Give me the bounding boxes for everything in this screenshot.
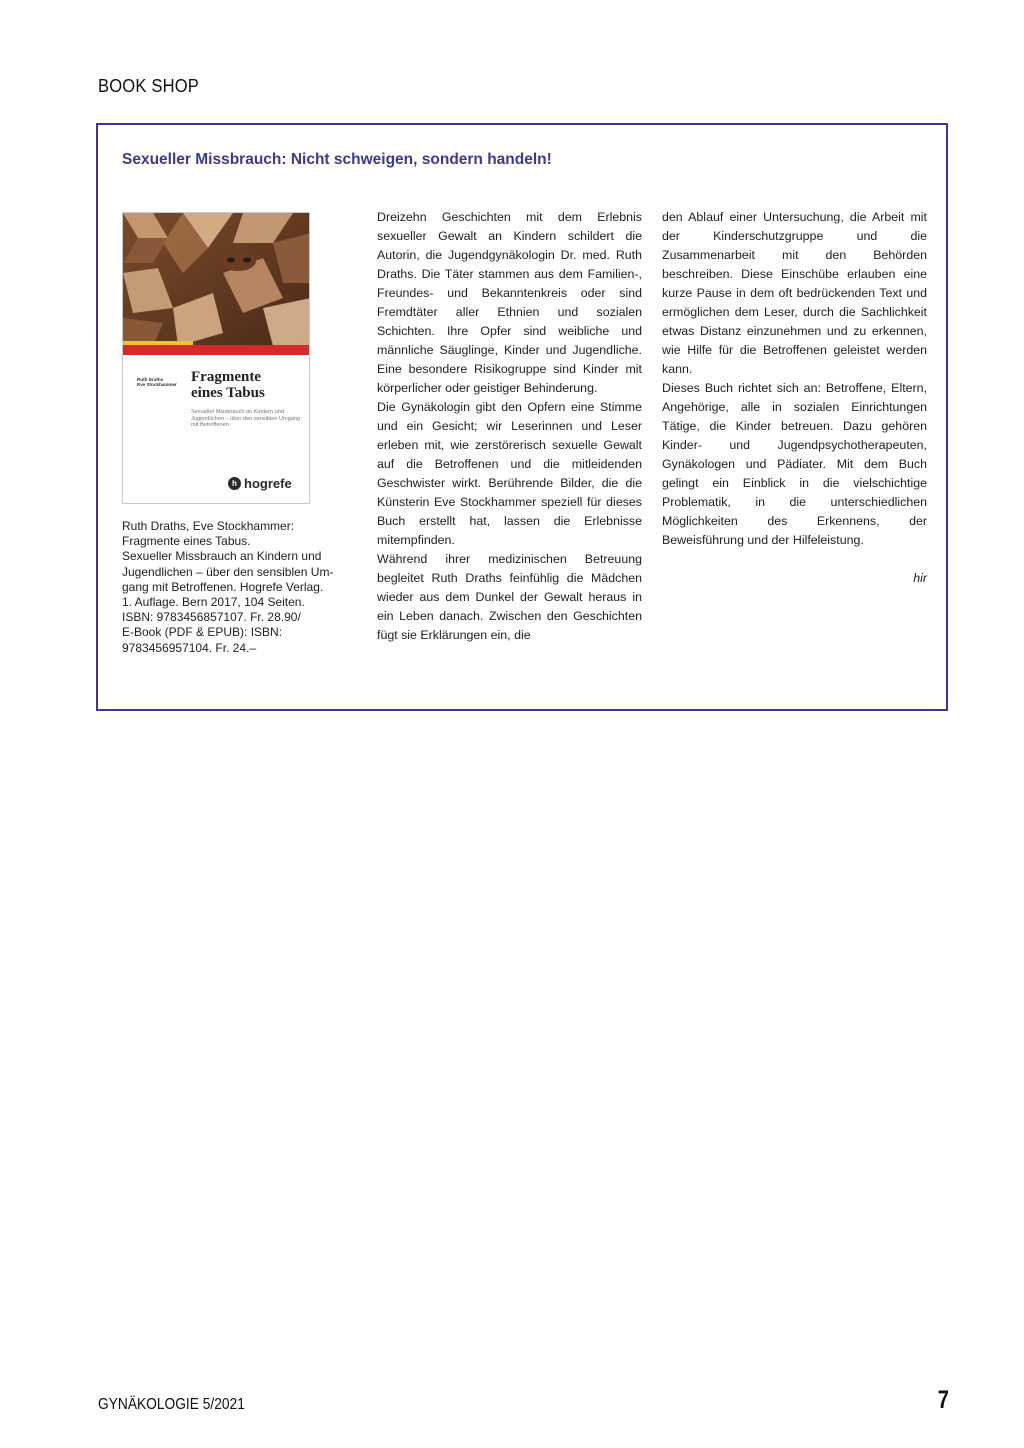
hogrefe-logo-icon: h: [228, 477, 241, 490]
cover-author: Ruth Draths: [137, 377, 164, 382]
caption-line: Fragmente eines Tabus.: [122, 534, 251, 549]
paragraph: Dieses Buch richtet sich an: Betroffene, Eltern, Angehörige, alle in sozialen Einrichtungen Tätige, die Kinder betreuen. Dazu gehören Kinder- und Jugendpsychotherapeuten, Gynäkologen und Pädiater. Mit dem Buch gelingt ein Einblick in die vielschichtige Problematik, in die unterschiedlichen Möglichkeiten des Erkennens, der Beweisführung und der Hilfeleistung.: [662, 381, 927, 547]
section-label: BOOK SHOP: [98, 76, 200, 96]
caption-line: ISBN: 9783456857107. Fr. 28.90/: [122, 610, 301, 625]
cover-authors: [137, 377, 191, 388]
cover-title: [191, 369, 306, 401]
cover-subtitle: Sexueller Missbrauch an Kindern und Jugendlichen – über den sensiblen Umgang mit Betroffenen: [191, 409, 301, 428]
caption-line: Sexueller Missbrauch an Kindern und: [122, 549, 322, 564]
text-column-2: [662, 208, 927, 588]
caption-line: gang mit Betroffenen. Hogrefe Verlag.: [122, 579, 324, 594]
book-caption: [122, 519, 358, 656]
paragraph: Während ihrer medizinischen Betreuung begleitet Ruth Draths feinfühlig die Mädchen wieder aus dem Dunkel der Gewalt heraus in ein Leben danach. Zwischen den Geschichten fügt sie Erklärungen ein, die: [377, 552, 642, 642]
journal-issue: GYNÄKOLOGIE 5/2021: [98, 1396, 245, 1413]
article-headline: Sexueller Missbrauch: Nicht schweigen, sondern handeln!: [122, 151, 552, 168]
cover-title-line: eines Tabus: [191, 385, 265, 401]
caption-line: Jugendlichen – über den sensiblen Um-: [122, 564, 334, 579]
cover-artwork: [123, 213, 310, 504]
caption-line: 9783456957104. Fr. 24.–: [122, 640, 257, 655]
cover-title-line: Fragmente: [191, 369, 261, 385]
text-column-1: [377, 208, 642, 645]
paragraph: den Ablauf einer Untersuchung, die Arbeit mit der Kinderschutzgruppe und die Zusammenarbeit mit den Behörden beschreiben. Diese Einschübe erlauben eine kurze Pause in dem oft bedrückenden Text und ermöglichen dem Leser, durch die Sachlichkeit etwas Distanz einzunehmen und zu erkennen, wie Hilfe für die Betroffenen geleistet werden kann.: [662, 210, 927, 376]
caption-line: E-Book (PDF & EPUB): ISBN:: [122, 625, 283, 640]
caption-line: 1. Auflage. Bern 2017, 104 Seiten.: [122, 595, 305, 610]
publisher-name: hogrefe: [244, 475, 292, 491]
paragraph: Dreizehn Geschichten mit dem Erlebnis sexueller Gewalt an Kindern schildert die Autorin, die Jugendgynäkologin Dr. med. Ruth Draths. Die Täter stammen aus dem Familien-, Freundes- und Bekanntenkreis oder sind Fremdtäter aller Ethnien und sozialen Schichten. Ihre Opfer sind weibliche und männliche Säuglinge, Kinder und Jugendliche. Eine besondere Risikogruppe sind Kinder mit körperlicher oder geistiger Behinderung.: [377, 210, 642, 395]
caption-line: Ruth Draths, Eve Stockhammer:: [122, 519, 295, 533]
cover-publisher: [228, 475, 292, 491]
paragraph: Die Gynäkologin gibt den Opfern eine Stimme und ein Gesicht; wir Leserinnen und Leser erleben mit, wie zerstörerisch sexuelle Gewalt auf die Betroffenen und die mitleidenden Geschwister wirkt. Berührende Bilder, die die Künsterin Eve Stockhammer speziell für dieses Buch erstellt hat, lassen die Erlebnisse mitempfinden.: [377, 400, 642, 547]
book-cover-image: [122, 212, 310, 504]
page-number: 7: [937, 1386, 949, 1414]
cover-author: Eve Stockhammer: [137, 382, 177, 388]
author-signature: hir: [913, 571, 927, 585]
